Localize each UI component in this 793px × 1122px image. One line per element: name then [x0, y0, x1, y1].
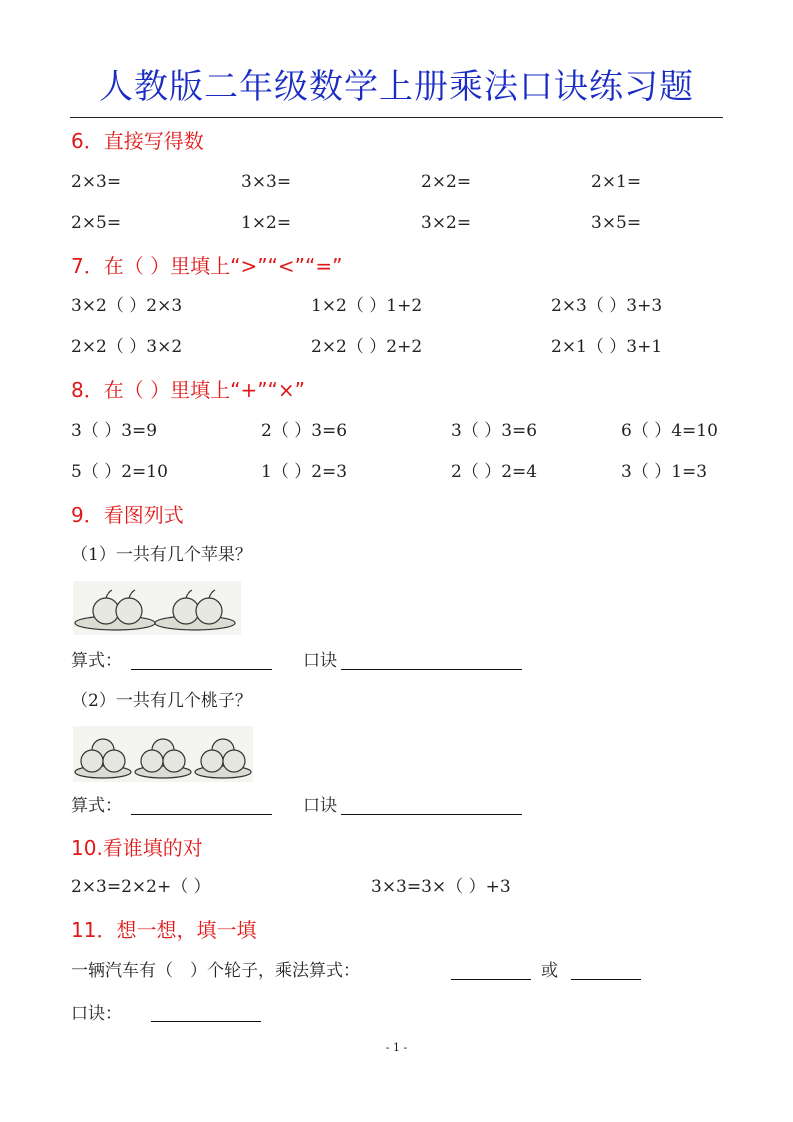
s6-item: 1×2= — [241, 213, 292, 233]
s6-item: 3×2= — [421, 213, 472, 233]
wheels-question: 一辆汽车有（ ）个轮子，乘法算式： — [71, 961, 360, 981]
page-number: - 1 - — [385, 1041, 408, 1054]
section-11-heading: 11．想一想，填一填 — [71, 918, 257, 942]
s7-item: 2×3（ ）3+3 — [551, 296, 663, 316]
s6-item: 2×5= — [71, 213, 122, 233]
section-10-heading: 10.看谁填的对 — [71, 836, 203, 860]
multiplication-answer-line-1[interactable] — [451, 979, 531, 980]
q1-apples: （1）一共有几个苹果？ — [71, 545, 252, 565]
rhyme-answer-line-1[interactable] — [341, 669, 522, 670]
s6-item: 2×2= — [421, 172, 472, 192]
q2-peaches: （2）一共有几个桃子？ — [71, 691, 252, 711]
rhyme-label-1: 口诀 — [303, 651, 337, 671]
section-8-heading: 8．在（ ）里填上“+”“×” — [71, 378, 306, 402]
formula-answer-line-1[interactable] — [131, 669, 272, 670]
s6-item: 2×1= — [591, 172, 642, 192]
formula-label-1: 算式： — [71, 651, 122, 671]
title-divider — [70, 117, 723, 118]
s6-item: 3×3= — [241, 172, 292, 192]
s8-item: 3（ ）3=6 — [451, 421, 538, 441]
s8-item: 3（ ）3=9 — [71, 421, 158, 441]
s7-item: 3×2（ ）2×3 — [71, 296, 183, 316]
peaches-on-plates-image — [73, 726, 253, 782]
s6-item: 2×3= — [71, 172, 122, 192]
formula-label-2: 算式： — [71, 796, 122, 816]
page-title: 人教版二年级数学上册乘法口诀练习题 — [99, 67, 694, 107]
s6-item: 3×5= — [591, 213, 642, 233]
rhyme-answer-line-2[interactable] — [341, 814, 522, 815]
s8-item: 3（ ）1=3 — [621, 462, 708, 482]
section-9-heading: 9．看图列式 — [71, 503, 184, 527]
section-7-heading: 7．在（ ）里填上“>”“<”“=” — [71, 254, 343, 278]
rhyme-answer-line-3[interactable] — [151, 1021, 261, 1022]
rhyme-label-2: 口诀 — [303, 796, 337, 816]
s7-item: 2×2（ ）2+2 — [311, 337, 423, 357]
formula-answer-line-2[interactable] — [131, 814, 272, 815]
s7-item: 2×1（ ）3+1 — [551, 337, 663, 357]
s8-item: 1（ ）2=3 — [261, 462, 348, 482]
section-6-heading: 6．直接写得数 — [71, 129, 204, 153]
s8-item: 6（ ）4=10 — [621, 421, 718, 441]
or-label: 或 — [541, 961, 558, 981]
s7-item: 2×2（ ）3×2 — [71, 337, 183, 357]
rhyme-label-3: 口诀： — [71, 1004, 122, 1024]
s10-item: 2×3=2×2+（ ） — [71, 877, 211, 897]
apples-on-plates-image — [73, 581, 241, 635]
s8-item: 2（ ）2=4 — [451, 462, 538, 482]
s8-item: 5（ ）2=10 — [71, 462, 168, 482]
s7-item: 1×2（ ）1+2 — [311, 296, 423, 316]
s10-item: 3×3=3×（ ）+3 — [371, 877, 511, 897]
s8-item: 2（ ）3=6 — [261, 421, 348, 441]
multiplication-answer-line-2[interactable] — [571, 979, 641, 980]
